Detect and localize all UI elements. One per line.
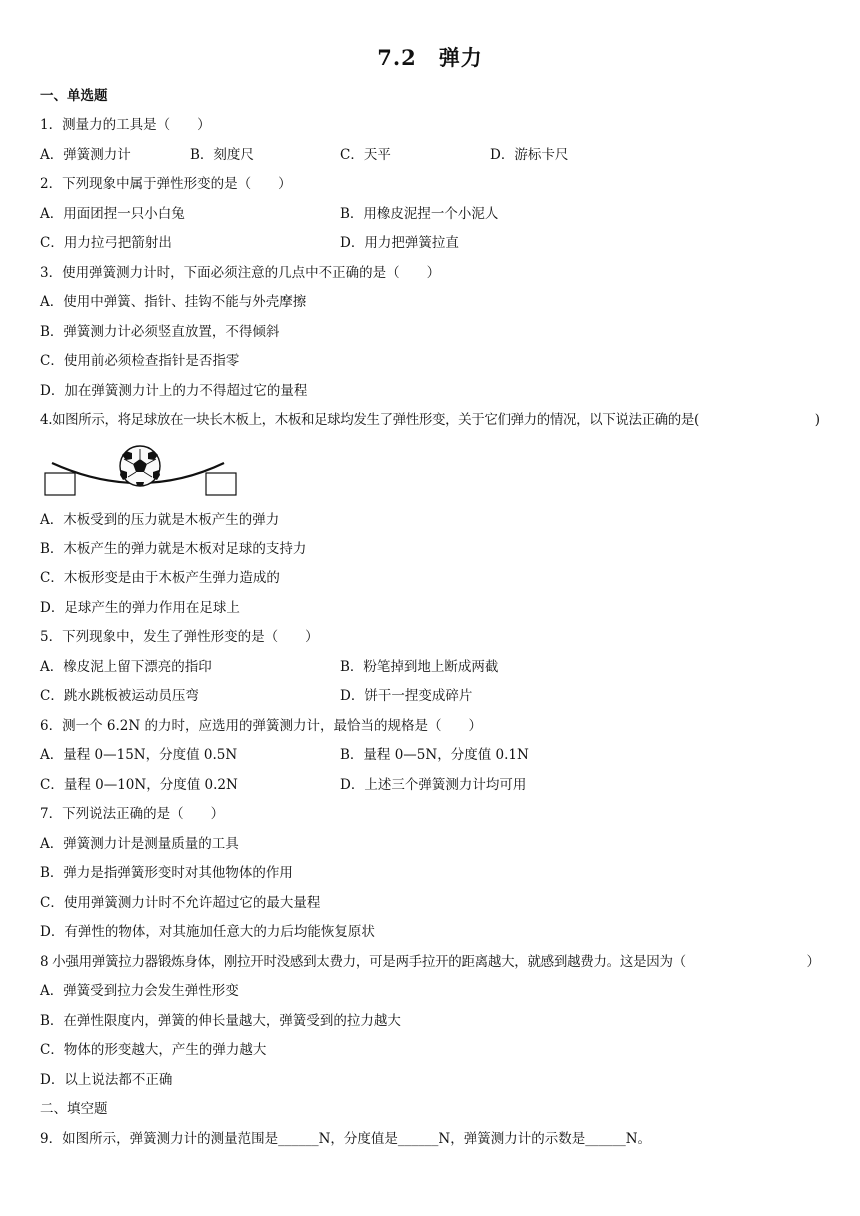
q8-option-a: A．弹簧受到拉力会发生弹性形变 bbox=[40, 983, 239, 999]
q2-option-d: D．用力把弹簧拉直 bbox=[340, 235, 459, 251]
q3-option-a: A．使用中弹簧、指针、挂钩不能与外壳摩擦 bbox=[40, 294, 307, 310]
q5-stem: 5．下列现象中，发生了弹性形变的是（ ） bbox=[40, 629, 319, 645]
q5-option-d: D．饼干一捏变成碎片 bbox=[340, 688, 473, 704]
q2-option-a: A．用面团捏一只小白兔 bbox=[40, 206, 185, 222]
q6-option-c: C．量程 0—10N，分度值 0.2N bbox=[40, 777, 238, 793]
q3-option-c: C．使用前必须检查指针是否指零 bbox=[40, 353, 240, 369]
q6-option-d: D．上述三个弹簧测力计均可用 bbox=[340, 777, 527, 793]
q3-option-b: B．弹簧测力计必须竖直放置，不得倾斜 bbox=[40, 324, 280, 340]
q7-option-a: A．弹簧测力计是测量质量的工具 bbox=[40, 836, 239, 852]
q6-stem: 6．测一个 6.2N 的力时，应选用的弹簧测力计，最恰当的规格是（ ） bbox=[40, 718, 482, 734]
q8-option-c: C．物体的形变越大，产生的弹力越大 bbox=[40, 1042, 267, 1058]
q6-option-a: A．量程 0—15N，分度值 0.5N bbox=[40, 747, 238, 763]
q2-option-b: B．用橡皮泥捏一个小泥人 bbox=[340, 206, 499, 222]
q7-option-c: C．使用弹簧测力计时不允许超过它的最大量程 bbox=[40, 895, 321, 911]
q2-option-c: C．用力拉弓把箭射出 bbox=[40, 235, 172, 251]
q8-option-d: D．以上说法都不正确 bbox=[40, 1072, 173, 1088]
right-support-block bbox=[206, 473, 236, 495]
q1-option-a: A．弹簧测力计 bbox=[40, 147, 131, 163]
q4-option-c: C．木板形变是由于木板产生弹力造成的 bbox=[40, 570, 280, 586]
left-support-block bbox=[45, 473, 75, 495]
q6-option-b: B．量程 0—5N，分度值 0.1N bbox=[340, 747, 529, 763]
section-heading-single-choice: 一、单选题 bbox=[40, 88, 108, 104]
q1-option-b: B．刻度尺 bbox=[190, 147, 254, 163]
q8-option-b: B．在弹性限度内，弹簧的伸长量越大，弹簧受到的拉力越大 bbox=[40, 1013, 401, 1029]
q8-stem-end: ） bbox=[806, 954, 820, 970]
q4-stem-row bbox=[40, 410, 820, 430]
football-icon bbox=[120, 446, 160, 486]
q5-option-a: A．橡皮泥上留下漂亮的指印 bbox=[40, 659, 212, 675]
q1-option-c: C．天平 bbox=[340, 147, 391, 163]
q7-option-d: D．有弹性的物体，对其施加任意大的力后均能恢复原状 bbox=[40, 924, 375, 940]
q5-option-c: C．跳水跳板被运动员压弯 bbox=[40, 688, 199, 704]
q7-option-b: B．弹力是指弹簧形变时对其他物体的作用 bbox=[40, 865, 293, 881]
q4-option-d: D．足球产生的弹力作用在足球上 bbox=[40, 600, 240, 616]
q4-option-a: A．木板受到的压力就是木板产生的弹力 bbox=[40, 512, 280, 528]
q3-stem: 3．使用弹簧测力计时，下面必须注意的几点中不正确的是（ ） bbox=[40, 265, 441, 281]
q8-stem: 8 小强用弹簧拉力器锻炼身体，刚拉开时没感到太费力，可是两手拉开的距离越大，就感到越费力。这是因为（ bbox=[40, 954, 686, 970]
q5-option-b: B．粉笔掉到地上断成两截 bbox=[340, 659, 499, 675]
page-title: 7.2 弹力 bbox=[377, 45, 483, 70]
q4-stem-end: ) bbox=[814, 412, 820, 428]
q7-stem: 7．下列说法正确的是（ ） bbox=[40, 806, 225, 822]
section-heading-fill-in: 二、填空题 bbox=[40, 1101, 108, 1117]
q2-stem: 2．下列现象中属于弹性形变的是（ ） bbox=[40, 176, 292, 192]
board-and-football-figure bbox=[40, 445, 245, 500]
q9-stem: 9．如图所示，弹簧测力计的测量范围是______N，分度值是______N，弹簧测力计的示数是______N。 bbox=[40, 1131, 652, 1147]
q3-option-d: D．加在弹簧测力计上的力不得超过它的量程 bbox=[40, 383, 308, 399]
q1-option-d: D．游标卡尺 bbox=[490, 147, 569, 163]
q8-stem-row bbox=[40, 952, 820, 972]
q4-option-b: B．木板产生的弹力就是木板对足球的支持力 bbox=[40, 541, 307, 557]
q4-stem: 4.如图所示，将足球放在一块长木板上，木板和足球均发生了弹性形变，关于它们弹力的情况，以下说法正确的是( bbox=[40, 412, 699, 428]
q1-stem: 1．测量力的工具是（ ） bbox=[40, 117, 211, 133]
